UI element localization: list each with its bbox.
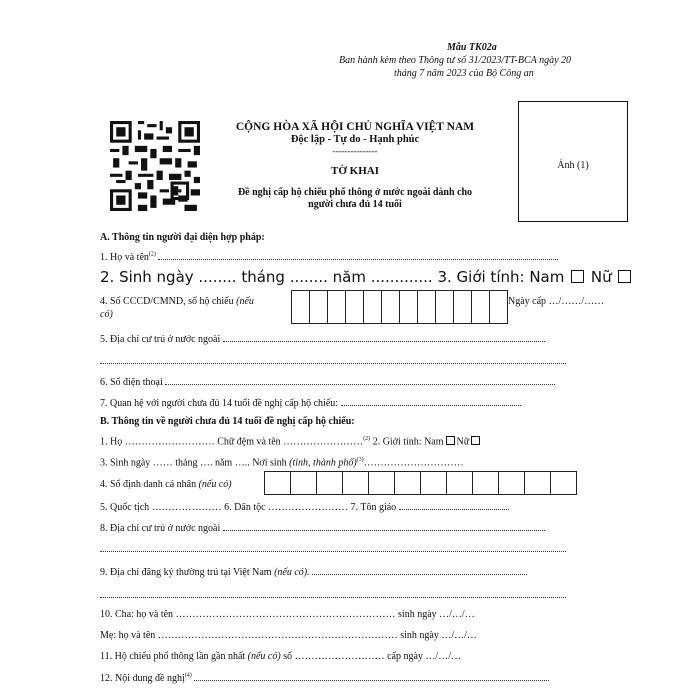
- b-field-request[interactable]: [100, 672, 549, 684]
- b-nationality-label: 5. Quốc tịch ………………… 6. Dân tộc …………………… 7. Tôn giáo: [100, 502, 397, 513]
- b-last-passport-label: 11. Hộ chiếu phổ thông lần gần nhất: [100, 651, 246, 662]
- a-field-full-name[interactable]: [100, 251, 558, 263]
- issued-by-line2: tháng 7 năm 2023 của Bộ Công an: [394, 68, 534, 79]
- header-separator: ---------------: [332, 146, 378, 156]
- a-id-number-label: [100, 296, 254, 307]
- photo-box: [518, 101, 628, 222]
- b-permanent-address-note: (nếu có).: [274, 567, 310, 578]
- b-name-note: (2): [363, 436, 371, 442]
- a-gender-female-checkbox[interactable]: [618, 270, 631, 283]
- b-address-blank-2[interactable]: [100, 543, 566, 552]
- b-field-mother[interactable]: Mẹ: họ và tên ……………………………………………………………… sinh ngày …/…/…: [100, 630, 477, 641]
- a-field-relationship[interactable]: [100, 397, 521, 409]
- a-id-issue-date[interactable]: Ngày cấp …/……/……: [508, 296, 605, 307]
- b-request-note: (4): [184, 672, 192, 679]
- document-subtitle-line1: Đề nghị cấp hộ chiếu phổ thông ở nước ngoài dành cho: [237, 187, 473, 198]
- b-personal-id-text: 4. Số định danh cá nhân: [100, 479, 197, 490]
- b-field-nationality[interactable]: [100, 501, 509, 513]
- a-address-blank-2[interactable]: [100, 355, 566, 364]
- national-motto: Độc lập - Tự do - Hạnh phúc: [290, 134, 420, 145]
- a-field-address[interactable]: [100, 333, 545, 345]
- a-relationship-blank: [341, 397, 521, 406]
- b-last-passport-number: số ……………………… cấp ngày …/…/…: [283, 651, 461, 662]
- a-full-name-note: (2): [148, 251, 156, 258]
- a-gender-female-label: Nữ: [590, 268, 612, 286]
- b-birth-note-ref: (3): [356, 457, 364, 463]
- b-permanent-address-label: 9. Địa chỉ đăng ký thường trú tại Việt Nam: [100, 567, 272, 578]
- b-gender-label: 2. Giới tính: Nam: [372, 436, 444, 448]
- photo-label: Ảnh (1): [557, 160, 589, 171]
- b-request-label: 12. Nội dung đề nghị: [100, 673, 185, 684]
- b-personal-id-note: (nếu có): [198, 479, 232, 490]
- b-address-blank: [223, 522, 545, 531]
- a-birth-gender-label: 2. Sinh ngày ........ tháng ........ năm ............. 3. Giới tính: Nam: [100, 268, 565, 286]
- b-field-father[interactable]: 10. Cha: họ và tên ………………………………………………………… sinh ngày …/…/…: [100, 609, 475, 620]
- a-address-blank: [223, 333, 545, 342]
- b-gender-male-checkbox[interactable]: [446, 436, 455, 445]
- b-request-blank: [194, 672, 549, 681]
- b-field-last-passport[interactable]: [100, 651, 461, 662]
- b-last-passport-note: (nếu có): [247, 651, 281, 662]
- section-b-title: B. Thông tin về người chưa đủ 14 tuổi đề nghị cấp hộ chiếu:: [100, 416, 355, 427]
- b-gender-female-label: Nữ: [456, 436, 470, 448]
- a-id-label-text: 4. Số CCCD/CMND, số hộ chiếu: [100, 296, 234, 307]
- form-code: Mẫu TK02a: [447, 42, 497, 53]
- issued-by-line1: Ban hành kèm theo Thông tư số 31/2023/TT-BCA ngày 20: [339, 55, 572, 66]
- a-phone-blank: [165, 376, 555, 385]
- b-field-birth[interactable]: [100, 457, 464, 468]
- b-field-name-gender[interactable]: [100, 436, 482, 447]
- b-permanent-address-blank: [312, 566, 527, 575]
- a-address-label: 5. Địa chỉ cư trú ở nước ngoài: [100, 334, 221, 345]
- b-religion-blank: [399, 501, 509, 510]
- b-personal-id-boxes[interactable]: [265, 471, 577, 495]
- a-full-name-label: 1. Họ và tên: [100, 252, 149, 263]
- a-gender-male-checkbox[interactable]: [571, 270, 584, 283]
- b-field-address[interactable]: [100, 522, 545, 534]
- b-gender-female-checkbox[interactable]: [471, 436, 480, 445]
- document-subtitle-line2: người chưa đủ 14 tuổi: [308, 199, 402, 210]
- a-id-label-note: (nếu: [236, 296, 254, 307]
- a-phone-label: 6. Số điện thoại: [100, 377, 163, 388]
- a-relationship-label: 7. Quan hệ với người chưa đủ 14 tuổi đề nghị cấp hộ chiếu:: [100, 398, 339, 409]
- b-field-permanent-address[interactable]: [100, 566, 527, 578]
- b-name-label: 1. Họ ……………………… Chữ đệm và tên ……………………: [100, 436, 364, 448]
- a-field-birth-gender[interactable]: [100, 268, 633, 286]
- section-a-title: A. Thông tin người đại diện hợp pháp:: [100, 232, 265, 243]
- b-birth-place-note: (tỉnh, thành phố): [289, 457, 357, 469]
- document-title: TỜ KHAI: [331, 165, 379, 177]
- a-id-label-note-cont: có): [100, 309, 113, 320]
- b-personal-id-label: [100, 479, 232, 490]
- country-name: CỘNG HÒA XÃ HỘI CHỦ NGHĨA VIỆT NAM: [235, 121, 475, 133]
- a-full-name-blank: [158, 251, 558, 260]
- qr-code-icon: [110, 121, 200, 211]
- b-birth-place-blank: …………………………: [363, 457, 464, 469]
- a-field-phone[interactable]: [100, 376, 555, 388]
- b-address-label: 8. Địa chỉ cư trú ở nước ngoài: [100, 523, 221, 534]
- a-id-number-boxes[interactable]: [292, 290, 508, 324]
- b-permanent-address-blank-2[interactable]: [100, 589, 566, 598]
- b-birth-label: 3. Sinh ngày …… tháng …. năm ….. Nơi sinh: [100, 457, 287, 469]
